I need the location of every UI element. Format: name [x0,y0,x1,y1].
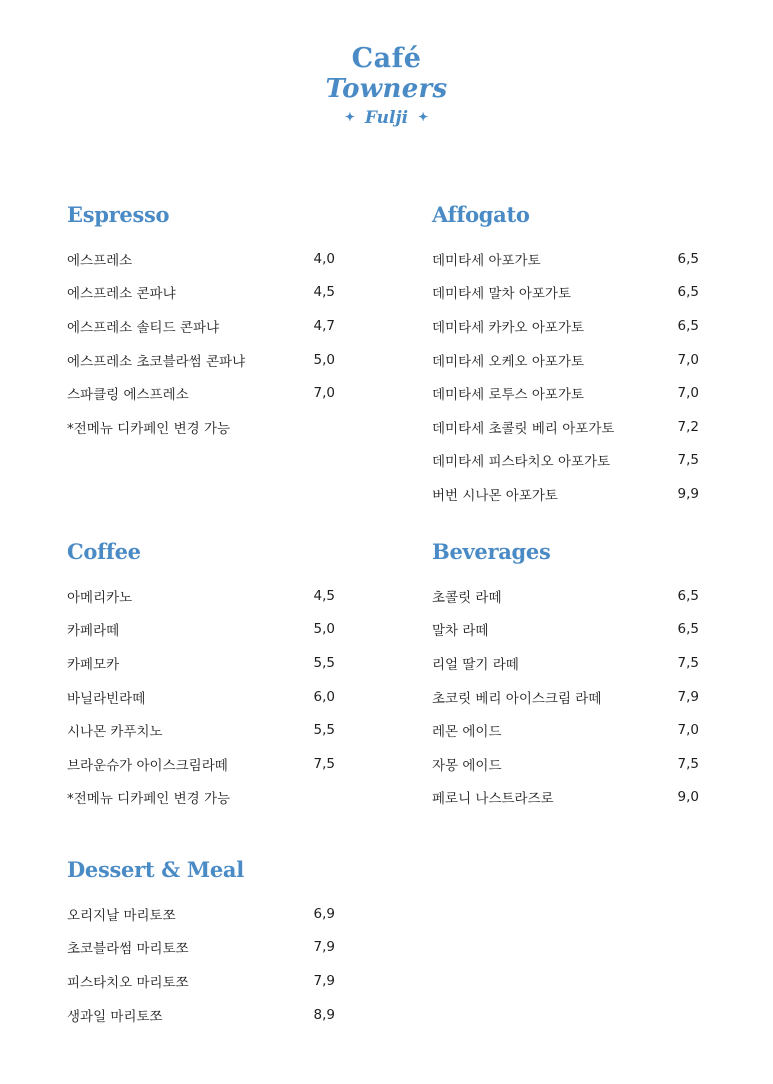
menu-item [67,343,335,377]
item-price: 4,0 [313,250,335,267]
item-price: 7,2 [677,418,699,435]
menu-item [432,613,699,647]
section-title-coffee: Coffee [67,539,141,564]
menu-item [432,646,699,680]
menu-item [67,998,335,1032]
item-name: 에스프레소 초코블라썸 콘파냐 [67,353,246,370]
item-price: 6,0 [313,688,335,705]
item-price: 5,5 [313,654,335,671]
item-price: 7,5 [313,755,335,772]
item-price: 6,5 [677,621,699,638]
item-name: 데미타세 피스타치오 아포가토 [432,454,611,471]
item-name: 에스프레소 [67,252,133,269]
item-price: 9,0 [677,789,699,806]
item-price: 6,9 [313,905,335,922]
espresso-section [67,200,335,444]
item-price: 7,9 [313,972,335,989]
dessert-meal-section [67,855,335,1031]
item-price: 7,0 [677,351,699,368]
menu-item [432,410,699,444]
beverages-section [432,537,699,814]
menu-item [67,579,335,613]
section-title-espresso: Espresso [67,202,170,227]
item-name: 카페라떼 [67,623,120,640]
item-name: 레몬 에이드 [432,724,502,741]
item-name: 데미타세 오케오 아포가토 [432,353,585,370]
item-price: 5,0 [313,621,335,638]
menu-item [67,646,335,680]
item-name: 자몽 에이드 [432,757,502,774]
menu-item [67,376,335,410]
coffee-section [67,537,335,814]
item-name: 데미타세 말차 아포가토 [432,286,571,303]
item-name: 데미타세 초콜릿 베리 아포가토 [432,420,615,437]
section-title-beverages: Beverages [432,539,551,564]
item-price: 7,0 [677,722,699,739]
menu-item [67,613,335,647]
item-price: 9,9 [677,485,699,502]
item-name: 생과일 마리토쪼 [67,1008,163,1025]
logo-cafe-text: Café [351,43,422,74]
logo-location-text: Fulji [364,108,409,128]
star-icon: ✦ [418,110,429,124]
menu-item [67,897,335,931]
menu-item [67,964,335,998]
menu-item [432,477,699,511]
item-name: 카페모카 [67,656,120,673]
menu-item [432,680,699,714]
item-name: 데미타세 아포가토 [432,252,541,269]
decaf-note: *전메뉴 디카페인 변경 가능 [67,420,231,437]
item-name: 에스프레소 솔티드 콘파냐 [67,319,220,336]
menu-item [67,713,335,747]
section-title-affogato: Affogato [432,202,530,227]
menu-item [432,343,699,377]
menu-item [67,747,335,781]
logo-towners-text: Towners [325,74,448,104]
menu-item [432,309,699,343]
item-price: 7,5 [677,452,699,469]
menu-item [67,309,335,343]
item-price: 6,5 [677,250,699,267]
item-name: 페로니 나스트라즈로 [432,791,554,808]
menu-item [432,276,699,310]
affogato-section [432,200,699,511]
item-price: 7,9 [677,688,699,705]
decaf-note: *전메뉴 디카페인 변경 가능 [67,791,231,808]
item-name: 초코블라썸 마리토쪼 [67,941,189,958]
item-price: 7,5 [677,755,699,772]
menu-item [67,242,335,276]
menu-item [432,747,699,781]
menu-item [432,781,699,815]
item-name: 피스타치오 마리토쪼 [67,974,189,991]
item-name: 바닐라빈라떼 [67,690,146,707]
item-price: 7,9 [313,939,335,956]
item-name: 리얼 딸기 라떼 [432,656,519,673]
item-price: 8,9 [313,1006,335,1023]
item-name: 브라운슈가 아이스크림라떼 [67,757,228,774]
item-name: 초콜릿 라떼 [432,589,502,606]
item-price: 6,5 [677,317,699,334]
item-price: 7,0 [677,385,699,402]
item-name: 말차 라떼 [432,623,489,640]
star-icon: ✦ [344,110,355,124]
item-price: 6,5 [677,284,699,301]
menu-item [67,680,335,714]
item-price: 7,0 [313,385,335,402]
item-name: 버번 시나몬 아포가토 [432,487,558,504]
menu-item [432,242,699,276]
menu-item [432,444,699,478]
menu-item [432,713,699,747]
item-price: 6,5 [677,587,699,604]
menu-item [432,376,699,410]
item-name: 시나몬 카푸치노 [67,724,163,741]
item-price: 4,5 [313,284,335,301]
item-name: 데미타세 카카오 아포가토 [432,319,585,336]
item-name: 오리지날 마리토쪼 [67,907,176,924]
menu-item [67,276,335,310]
item-price: 4,7 [313,317,335,334]
item-name: 에스프레소 콘파냐 [67,286,176,303]
item-price: 7,5 [677,654,699,671]
section-title-dessert-meal: Dessert & Meal [67,857,244,882]
item-name: 아메리카노 [67,589,133,606]
cafe-logo [0,44,773,131]
menu-item [67,931,335,965]
item-price: 5,0 [313,351,335,368]
logo-subtitle [0,106,773,131]
item-name: 데미타세 로투스 아포가토 [432,387,585,404]
item-price: 5,5 [313,722,335,739]
menu-item [432,579,699,613]
item-name: 초코릿 베리 아이스크림 라떼 [432,690,602,707]
item-name: 스파클링 에스프레소 [67,387,189,404]
item-price: 4,5 [313,587,335,604]
